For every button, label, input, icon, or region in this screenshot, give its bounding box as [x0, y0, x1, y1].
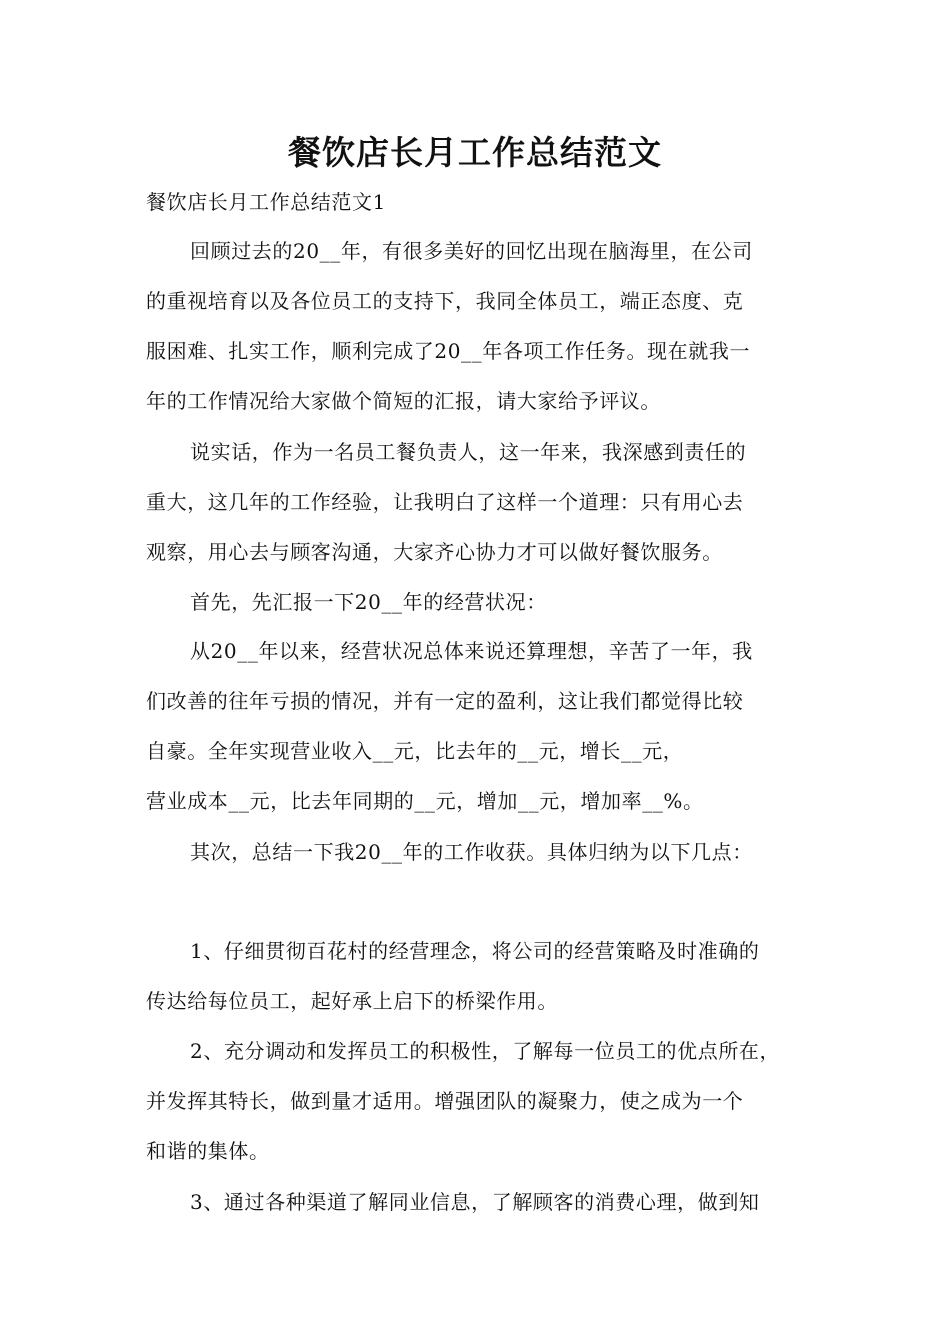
paragraph-line: 说实话，作为一名员工餐负责人，这一年来，我深感到责任的 [190, 440, 747, 464]
paragraph-line: 首先，先汇报一下20__年的经营状况： [190, 590, 547, 614]
subheading-text: 餐饮店长月工作总结范文1 [146, 190, 386, 214]
paragraph-3 [146, 577, 810, 627]
paragraph-4 [146, 626, 810, 826]
paragraph-line: 服困难、扎实工作，顺利完成了20__年各项工作任务。现在就我一 [146, 339, 751, 363]
paragraph-line: 营业成本__元，比去年同期的__元，增加__元，增加率__%。 [146, 789, 704, 813]
paragraph-line: 回顾过去的20__年，有很多美好的回忆出现在脑海里，在公司 [190, 239, 753, 263]
paragraph-line: 3、通过各种渠道了解同业信息，了解顾客的消费心理，做到知 [190, 1190, 760, 1214]
paragraph-line: 并发挥其特长，做到量才适用。增强团队的凝聚力，使之成为一个 [146, 1089, 744, 1113]
paragraph-7 [146, 1026, 810, 1176]
paragraph-line: 从20__年以来，经营状况总体来说还算理想，辛苦了一年，我 [190, 639, 753, 663]
paragraph-8 [146, 1177, 810, 1227]
paragraph-line: 们改善的往年亏损的情况，并有一定的盈利，这让我们都觉得比较 [146, 689, 744, 713]
paragraph-line: 观察，用心去与顾客沟通，大家齐心协力才可以做好餐饮服务。 [146, 540, 723, 564]
paragraph-line: 年的工作情况给大家做个简短的汇报，请大家给予评议。 [146, 389, 661, 413]
paragraph-6 [146, 926, 810, 1026]
paragraph-line: 自豪。全年实现营业收入__元，比去年的__元，增长__元， [146, 739, 684, 763]
paragraph-line: 1、仔细贯彻百花村的经营理念，将公司的经营策略及时准确的 [190, 939, 760, 963]
paragraph-line: 传达给每位员工，起好承上启下的桥梁作用。 [146, 989, 558, 1013]
paragraph-1 [146, 226, 810, 426]
paragraph-line: 和谐的集体。 [146, 1139, 270, 1163]
paragraph-line: 2、充分调动和发挥员工的积极性，了解每一位员工的优点所在， [190, 1039, 781, 1063]
document-title: 餐饮店长月工作总结范文 [288, 133, 662, 172]
paragraph-line: 的重视培育以及各位员工的支持下，我同全体员工，端正态度、克 [146, 289, 744, 313]
paragraph-line: 其次，总结一下我20__年的工作收获。具体归纳为以下几点： [190, 840, 753, 864]
paragraph-5 [146, 827, 810, 877]
paragraph-line: 重大，这几年的工作经验，让我明白了这样一个道理：只有用心去 [146, 490, 744, 514]
paragraph-2 [146, 427, 810, 577]
section-subheading [146, 177, 810, 227]
